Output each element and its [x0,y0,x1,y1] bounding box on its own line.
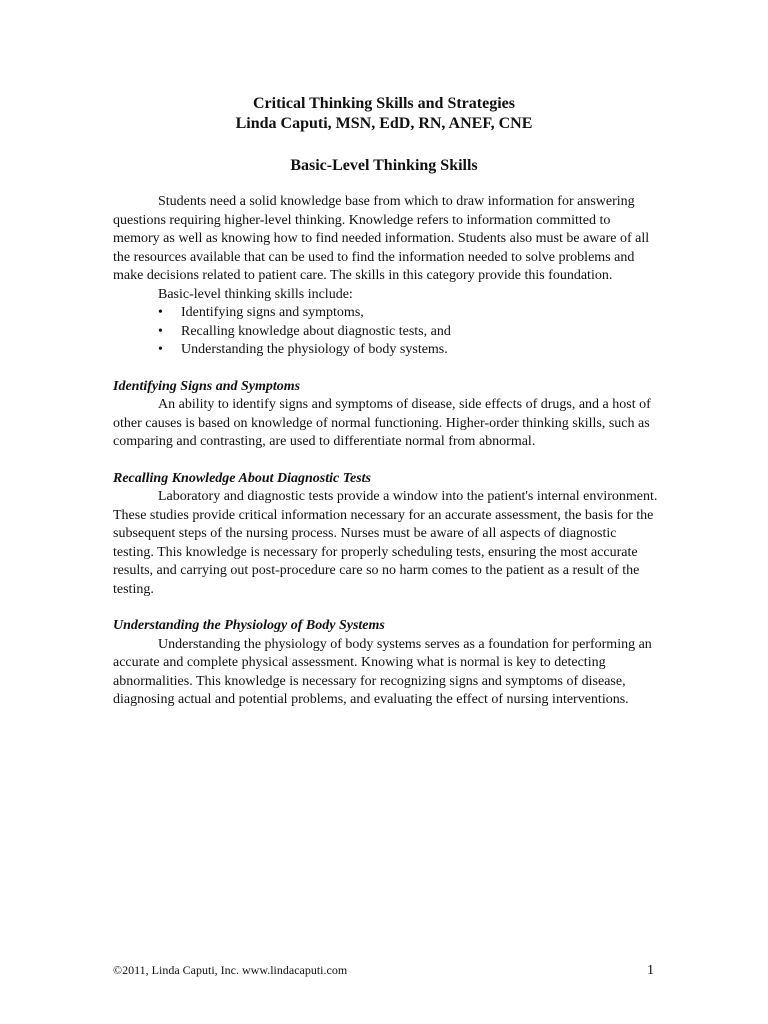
page-number: 1 [647,963,654,978]
skills-lead-in: Basic-level thinking skills include: [158,286,353,302]
list-item-text: Identifying signs and symptoms, [181,305,364,320]
spacer [113,452,658,470]
bullet-icon: • [158,342,163,357]
spacer [113,360,658,378]
list-item [113,323,658,342]
section-text-physiology: Understanding the physiology of body systems serves as a foundation for performing an accurate and complete physical assessment. Knowing what is normal is key to detecting abnormalities. This knowledge is necessary for recognizing signs and symptoms of disease, diagnosing actual and potential problems, and evaluating the effect of nursing interventions. [113,636,652,707]
document-title-block [0,94,768,134]
document-body [113,193,658,710]
document-author: Linda Caputi, MSN, EdD, RN, ANEF, CNE [235,115,533,132]
list-item [113,341,658,360]
skills-list [113,304,658,360]
section-heading-diagnostic: Recalling Knowledge About Diagnostic Tests [113,470,371,486]
list-item-text: Recalling knowledge about diagnostic tests, and [181,323,451,339]
document-title: Critical Thinking Skills and Strategies [253,95,515,112]
footer-copyright: ©2011, Linda Caputi, Inc. www.lindacaputi.com [113,963,348,977]
bullet-icon: • [158,323,163,339]
section-text-signs: An ability to identify signs and symptoms of disease, side effects of drugs, and a host of other causes is based on knowledge of normal functioning. Higher-order thinking skills, such as comparing and contrasting, are used to differentiate normal from abnormal. [113,397,651,449]
intro-paragraph: Students need a solid knowledge base from which to draw information for answering questions requiring higher-level thinking. Knowledge refers to information committed to memory as well as knowing how to find needed information. Students also must be aware of all the resources available that can be used to find the information needed to solve problems and make decisions related to patient care. The skills in this category provide this foundation. [113,194,650,283]
section-heading-physiology: Understanding the Physiology of Body Systems [113,618,385,633]
list-item [113,304,658,323]
section-text-diagnostic: Laboratory and diagnostic tests provide a window into the patient's internal environment. These studies provide critical information necessary for an accurate assessment, the basis for the subsequent steps of the nursing process. Nurses must be aware of all aspects of diagnostic testing. This knowledge is necessary for properly scheduling tests, ensuring the most accurate results, and carrying out post-procedure care so no harm comes to the patient as a result of the testing. [113,489,658,597]
section-title: Basic-Level Thinking Skills [290,157,478,174]
section-heading-signs: Identifying Signs and Symptoms [113,378,301,394]
list-item-text: Understanding the physiology of body systems. [181,342,448,357]
spacer [113,599,658,617]
bullet-icon: • [158,305,163,320]
